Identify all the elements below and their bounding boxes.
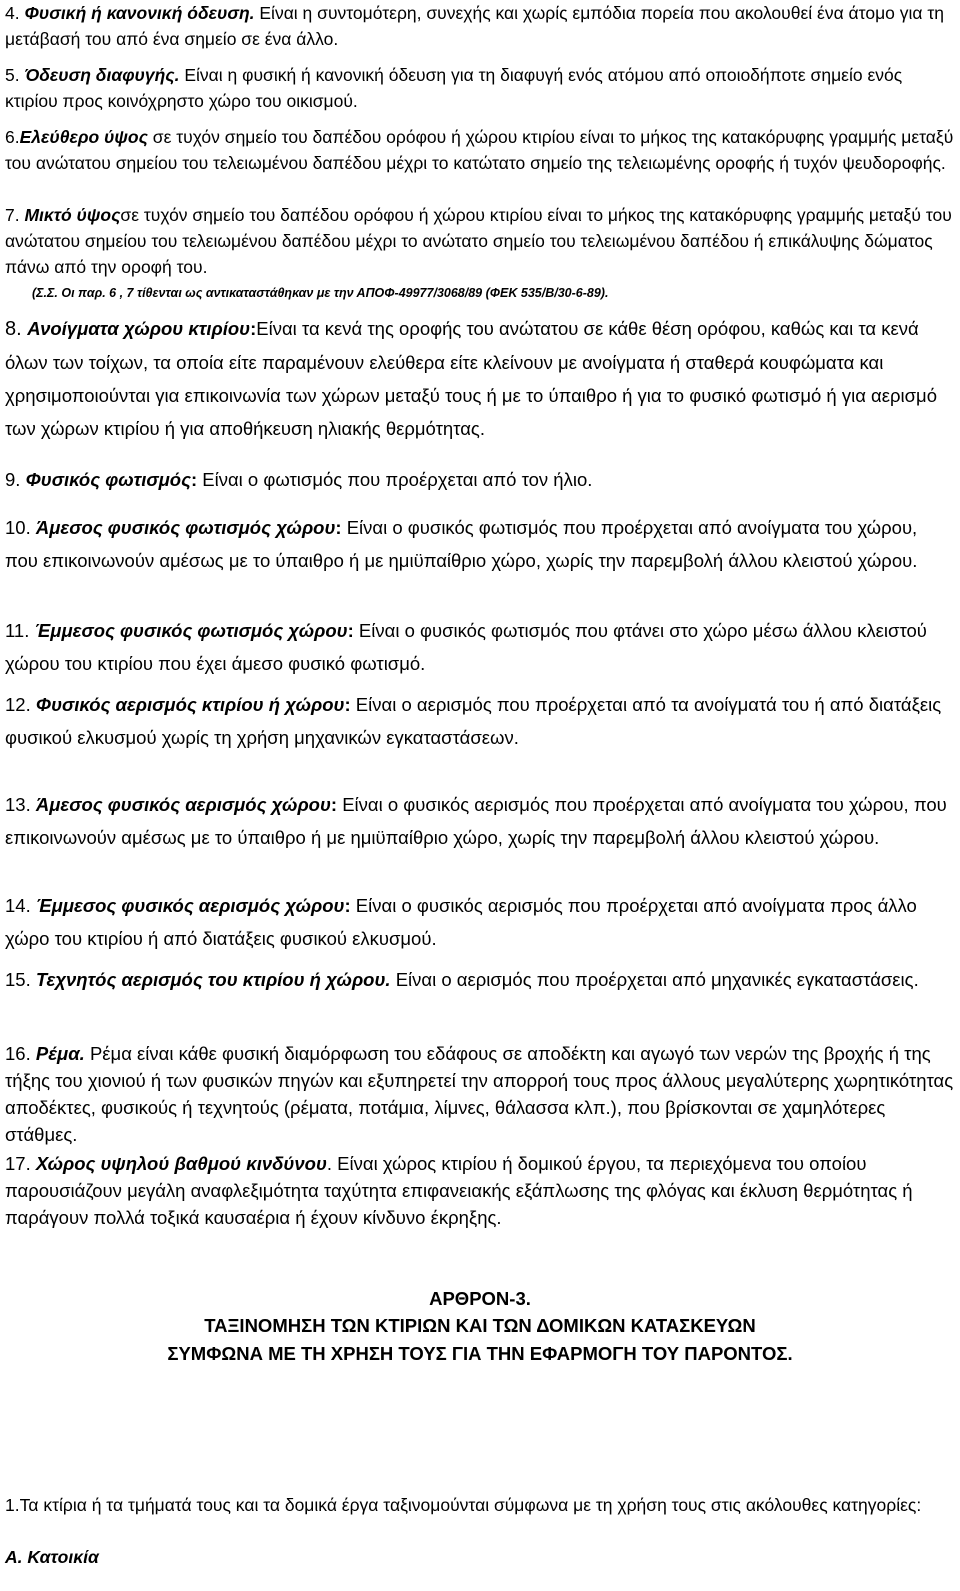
term-separator: :	[330, 794, 338, 815]
term-mechanical-ventilation: Τεχνητός αερισμός του κτιρίου ή χώρου.	[35, 969, 391, 990]
definition-text: Είναι ο φυσικός φωτισμός που προέρχεται από ανοίγματα του χώρου, που επικοινωνούν αμέσως με το ύπαιθρο ή με ημιϋπαίθριο χώρο, χωρίς την παρεμβολή άλλου κλειστού χώρου.	[5, 517, 918, 571]
item-number: 4.	[5, 3, 25, 23]
term-escape-route: Όδευση διαφυγής.	[24, 65, 180, 85]
definition-17	[5, 1150, 955, 1231]
article-title-line-2: ΣΥΜΦΩΝΑ ΜΕ ΤΗ ΧΡΗΣΗ ΤΟΥΣ ΓΙΑ ΤΗΝ ΕΦΑΡΜΟΓΗ ΤΟΥ ΠΑΡΟΝΤΟΣ.	[167, 1343, 793, 1364]
definition-9	[5, 463, 955, 496]
item-number: 11.	[5, 620, 35, 641]
term-high-risk-space: Χώρος υψηλού βαθμού κινδύνου	[35, 1153, 327, 1174]
item-number: 13.	[5, 794, 36, 815]
definition-text: Είναι ο φυσικός αερισμός που προέρχεται από ανοίγματα του χώρου, που επικοινωνούν αμέσως με το ύπαιθρο ή με ημιϋπαίθριο χώρο, χωρίς την παρεμβολή άλλου κλειστού χώρου.	[5, 794, 947, 848]
article-title-line-1: ΤΑΞΙΝΟΜΗΣΗ ΤΩΝ ΚΤΙΡΙΩΝ ΚΑΙ ΤΩΝ ΔΟΜΙΚΩΝ ΚΑΤΑΣΚΕΥΩΝ	[204, 1315, 756, 1336]
definition-13	[5, 788, 955, 854]
term-natural-ventilation: Φυσικός αερισμός κτιρίου ή χώρου	[35, 694, 345, 715]
term-separator: :	[335, 517, 342, 538]
term-separator: :	[250, 318, 257, 339]
classification-intro: 1.Τα κτίρια ή τα τμήματά τους και τα δομικά έργα ταξινομούνται σύμφωνα με τη χρήση τους στις ακόλουθες κατηγορίες:	[5, 1495, 922, 1515]
definition-text: σε τυχόν σημείο του δαπέδου ορόφου ή χώρου κτιρίου είναι το μήκος της κατακόρυφης γραμμής μεταξύ του ανώτατου σημείου του τελειωμένου δαπέδου μέχρι το κατώτατο σημείο της τελειωμένης οροφής ή τυχόν ψευδοροφής.	[5, 127, 954, 173]
definition-4	[5, 0, 955, 52]
term-natural-route: Φυσική ή κανονική όδευση.	[24, 3, 255, 23]
definition-text: Είναι ο αερισμός που προέρχεται από τα ανοίγματά του ή από διατάξεις φυσικού ελκυσμού χωρίς τη χρήση μηχανικών εγκαταστάσεων.	[5, 694, 942, 748]
item-number: 16.	[5, 1043, 36, 1064]
term-separator: :	[347, 620, 354, 641]
definition-text: Είναι ο αερισμός που προέρχεται από μηχανικές εγκαταστάσεις.	[390, 969, 919, 990]
term-direct-lighting: Άμεσος φυσικός φωτισμός χώρου	[35, 517, 336, 538]
definition-text: Είναι η συντομότερη, συνεχής και χωρίς εμπόδια πορεία που ακολουθεί ένα άτομο για τη μετάβασή του από ένα σημείο σε ένα άλλο.	[5, 3, 945, 49]
definition-text: σε τυχόν σημείο του δαπέδου ορόφου ή χώρου κτιρίου είναι το μήκος της κατακόρυφης γραμμής μεταξύ του ανώτατου σημείου του τελειωμένου δαπέδου μέχρι το ανώτατο σημείο του τελειωμένου δαπέδου ή επικάλυψης δώματος πάνω από την οροφή του.	[5, 205, 952, 277]
definition-text: Είναι ο φωτισμός που προέρχεται από τον ήλιο.	[197, 469, 593, 490]
term-separator: :	[344, 694, 351, 715]
term-free-height: Ελεύθερο ύψος	[19, 127, 148, 147]
definition-7	[5, 202, 955, 280]
definition-11	[5, 614, 955, 680]
term-separator: :	[344, 895, 351, 916]
definition-12	[5, 688, 955, 754]
term-openings: Ανοίγματα χώρου κτιρίου	[27, 318, 251, 339]
definition-15	[5, 963, 955, 996]
item-number: 8.	[5, 318, 28, 340]
category-a: Α. Κατοικία	[5, 1547, 99, 1567]
item-number: 5.	[5, 65, 25, 85]
definition-6	[5, 124, 955, 176]
definition-text: Είναι η φυσική ή κανονική όδευση για τη διαφυγή ενός ατόμου από οποιοδήποτε σημείο ενός κτιρίου προς κοινόχρηστο χώρο του οικισμού.	[5, 65, 903, 111]
definition-14	[5, 889, 955, 955]
definition-8	[5, 312, 955, 445]
definition-16	[5, 1040, 955, 1148]
definition-text: . Είναι χώρος κτιρίου ή δομικού έργου, τα περιεχόμενα του οποίου παρουσιάζουν μεγάλη αναφλεξιμότητα ταχύτητα επιφανειακής εξάπλωσης της φλόγας και έκλυση θερμότητας ή παράγουν πολλά τοξικά καυσαέρια ή έχουν κίνδυνο έκρηξης.	[5, 1153, 913, 1228]
term-indirect-lighting: Έμμεσος φυσικός φωτισμός χώρου	[34, 620, 348, 641]
definition-text: Είναι ο φυσικός φωτισμός που φτάνει στο χώρο μέσω άλλου κλειστού χώρου του κτιρίου που έχει άμεσο φυσικό φωτισμό.	[5, 620, 927, 674]
item-number: 12.	[5, 694, 36, 715]
term-gross-height: Μικτό ύψος	[24, 205, 121, 225]
definition-text: Είναι ο φυσικός αερισμός που προέρχεται από ανοίγματα προς άλλο χώρο του κτιρίου ή από διατάξεις φυσικού ελκυσμού.	[5, 895, 917, 949]
term-natural-lighting: Φυσικός φωτισμός	[25, 469, 191, 490]
definition-10	[5, 511, 955, 577]
definition-text: Είναι τα κενά της οροφής του ανώτατου σε κάθε θέση ορόφου, καθώς και τα κενά όλων των τοίχων, τα οποία είτε παραμένουν ελεύθερα είτε κλείνουν με ανοίγματα ή σταθερά κουφώματα και χρησιμοποιούνται για επικοινωνία των χώρων μεταξύ τους ή με το ύπαιθρο ή για το φυσικό φωτισμό ή για αερισμό των χώρων κτιρίου ή για αποθήκευση ηλιακής θερμότητας.	[5, 318, 937, 439]
item-number: 7.	[5, 205, 25, 225]
editor-note	[32, 284, 952, 302]
item-number: 14.	[5, 895, 36, 916]
item-number: 6.	[5, 127, 20, 147]
term-separator: :	[190, 469, 198, 490]
term-stream: Ρέμα.	[35, 1043, 85, 1064]
item-number: 15.	[5, 969, 36, 990]
item-number: 10.	[5, 517, 36, 538]
note-text: (Σ.Σ. Οι παρ. 6 , 7 τίθενται ως αντικαταστάθηκαν με την ΑΠΟΦ-49977/3068/89 (ΦΕΚ 535/Β/30-6-89).	[32, 286, 609, 300]
term-indirect-ventilation: Έμμεσος φυσικός αερισμός χώρου	[35, 895, 345, 916]
term-direct-ventilation: Άμεσος φυσικός αερισμός χώρου	[35, 794, 331, 815]
definition-5	[5, 62, 955, 114]
item-number: 17.	[5, 1153, 36, 1174]
item-number: 9.	[5, 469, 26, 490]
definition-text: Ρέμα είναι κάθε φυσική διαμόρφωση του εδάφους σε αποδέκτη και αγωγό των νερών της βροχής ή της τήξης του χιονιού ή των φυσικών πηγών και εξυπηρετεί την απορροή τους προς άλλους μεγαλύτερης χωρητικότητας αποδέκτες, φυσικούς ή τεχνητούς (ρέματα, ποτάμια, λίμνες, θάλασσα κλπ.), που βρίσκονται σε χαμηλότερες στάθμες.	[5, 1043, 954, 1145]
article-number: ΑΡΘΡΟΝ-3.	[429, 1288, 531, 1309]
